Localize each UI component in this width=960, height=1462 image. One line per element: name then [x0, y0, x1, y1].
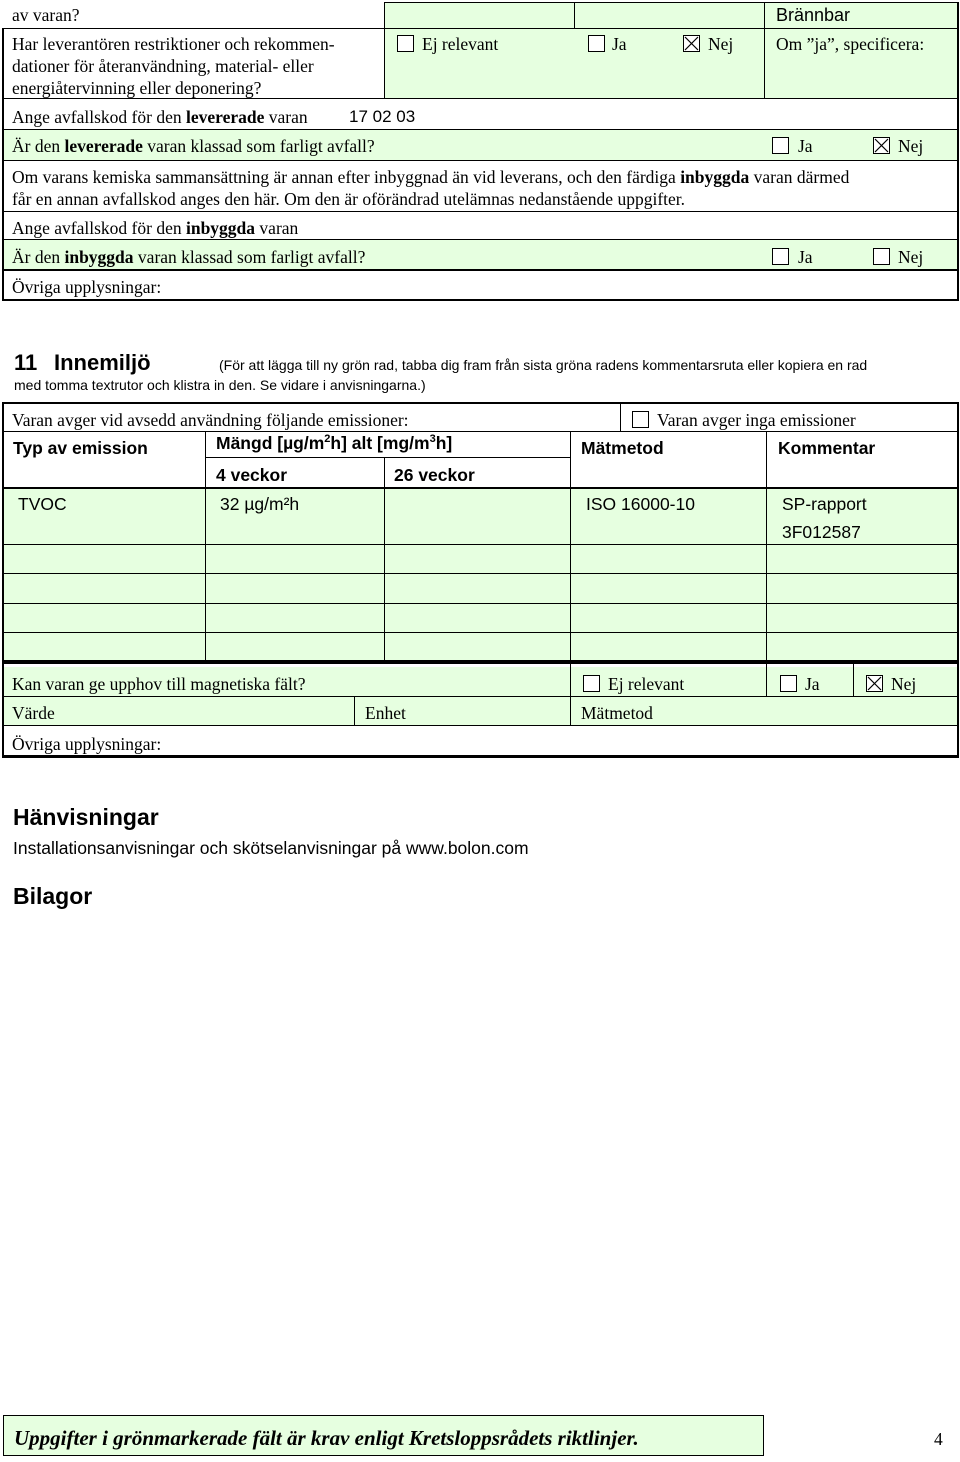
waste-code-value: 17 02 03	[349, 107, 416, 126]
col-4-weeks-header: 4 veckor	[216, 465, 288, 485]
magnetic-ej-relevant-label: Ej relevant	[608, 674, 685, 694]
hazard-ja-checkbox[interactable]	[772, 137, 789, 154]
reuse-question-line-3: energiåtervinning eller deponering?	[12, 78, 262, 98]
section-note-line-2: med tomma textrutor och klistra in den. Se vidare i anvisningarna.)	[14, 377, 426, 393]
specify-label: Om ”ja”, specificera:	[776, 34, 925, 54]
magnetic-ja-label: Ja	[805, 674, 820, 694]
reuse-ej-relevant-label: Ej relevant	[422, 34, 499, 54]
magnetic-nej-label: Nej	[891, 674, 917, 694]
hazard-nej-checkbox[interactable]	[873, 137, 890, 154]
emission-comment-cell-line-2[interactable]: 3F012587	[782, 522, 861, 542]
top-other-info-label: Övriga upplysningar:	[12, 277, 162, 297]
built-hazard-question: Är den inbyggda varan klassad som farligt avfall?	[12, 247, 366, 267]
waste-code-label: Ange avfallskod för den levererade varan	[12, 107, 308, 127]
value-label: Värde	[12, 703, 55, 723]
section-other-info-label: Övriga upplysningar:	[12, 734, 162, 754]
magnetic-nej-checkbox[interactable]	[866, 675, 883, 692]
section-title: Innemiljö	[54, 350, 151, 375]
attachments-heading: Bilagor	[13, 883, 93, 909]
unit-label: Enhet	[365, 703, 406, 723]
no-emissions-label: Varan avger inga emissioner	[657, 410, 856, 430]
reuse-ja-checkbox[interactable]	[588, 35, 605, 52]
section-note-line-1: (För att lägga till ny grön rad, tabba dig fram från sista gröna radens kommentarsruta eller kopiera en rad	[219, 357, 868, 373]
built-hazard-ja-checkbox[interactable]	[772, 248, 789, 265]
no-emissions-checkbox[interactable]	[632, 411, 649, 428]
reuse-nej-label: Nej	[708, 34, 734, 54]
composition-line-1: Om varans kemiska sammansättning är annan efter inbyggnad än vid leverans, och den färdiga inbyggda varan därmed	[12, 167, 850, 187]
built-waste-code-label: Ange avfallskod för den inbyggda varan	[12, 218, 299, 238]
footer-note: Uppgifter i grönmarkerade fält är krav enligt Kretsloppsrådets riktlinjer.	[14, 1426, 639, 1450]
reuse-nej-checkbox[interactable]	[683, 35, 700, 52]
magnetic-ja-checkbox[interactable]	[780, 675, 797, 692]
composition-line-2: får en annan avfallskod anges den här. Om den är oförändrad utelämnas nedanstående uppgifter.	[12, 189, 686, 209]
reuse-question-line-1: Har leverantören restriktioner och rekommen-	[12, 34, 335, 54]
col-method-header: Mätmetod	[581, 438, 664, 458]
built-hazard-nej-label: Nej	[898, 247, 924, 267]
emits-label: Varan avger vid avsedd användning följande emissioner:	[12, 410, 409, 430]
page-number: 4	[934, 1429, 943, 1449]
magnetic-question: Kan varan ge upphov till magnetiska fält?	[12, 674, 306, 694]
emission-4-weeks-cell[interactable]: 32 µg/m²h	[220, 494, 300, 514]
reuse-ej-relevant-checkbox[interactable]	[397, 35, 414, 52]
col-26-weeks-header: 26 veckor	[394, 465, 475, 485]
built-hazard-nej-checkbox[interactable]	[873, 248, 890, 265]
col-comment-header: Kommentar	[778, 438, 876, 458]
hazard-ja-label: Ja	[798, 136, 813, 156]
section-number: 11	[14, 350, 38, 375]
reuse-question-line-2: dationer för återanvändning, material- eller	[12, 56, 314, 76]
burnable-header: Brännbar	[776, 5, 851, 25]
emission-method-cell[interactable]: ISO 16000-10	[586, 494, 695, 514]
hazard-nej-label: Nej	[898, 136, 924, 156]
emission-comment-cell-line-1[interactable]: SP-rapport	[782, 494, 867, 514]
col-amount-header: Mängd $[\mu g/m^2h]$ alt $[mg/m^3h]$	[216, 432, 453, 453]
question-tail: av varan?	[12, 5, 80, 25]
hazard-question: Är den levererade varan klassad som farligt avfall?	[12, 136, 375, 156]
method-label: Mätmetod	[581, 703, 653, 723]
reuse-ja-label: Ja	[612, 34, 627, 54]
references-heading: Hänvisningar	[13, 804, 159, 830]
emission-type-cell[interactable]: TVOC	[18, 494, 67, 514]
references-text: Installationsanvisningar och skötselanvisningar på www.bolon.com	[13, 838, 529, 858]
col-type-header: Typ av emission	[13, 438, 148, 458]
magnetic-ej-relevant-checkbox[interactable]	[583, 675, 600, 692]
built-hazard-ja-label: Ja	[798, 247, 813, 267]
